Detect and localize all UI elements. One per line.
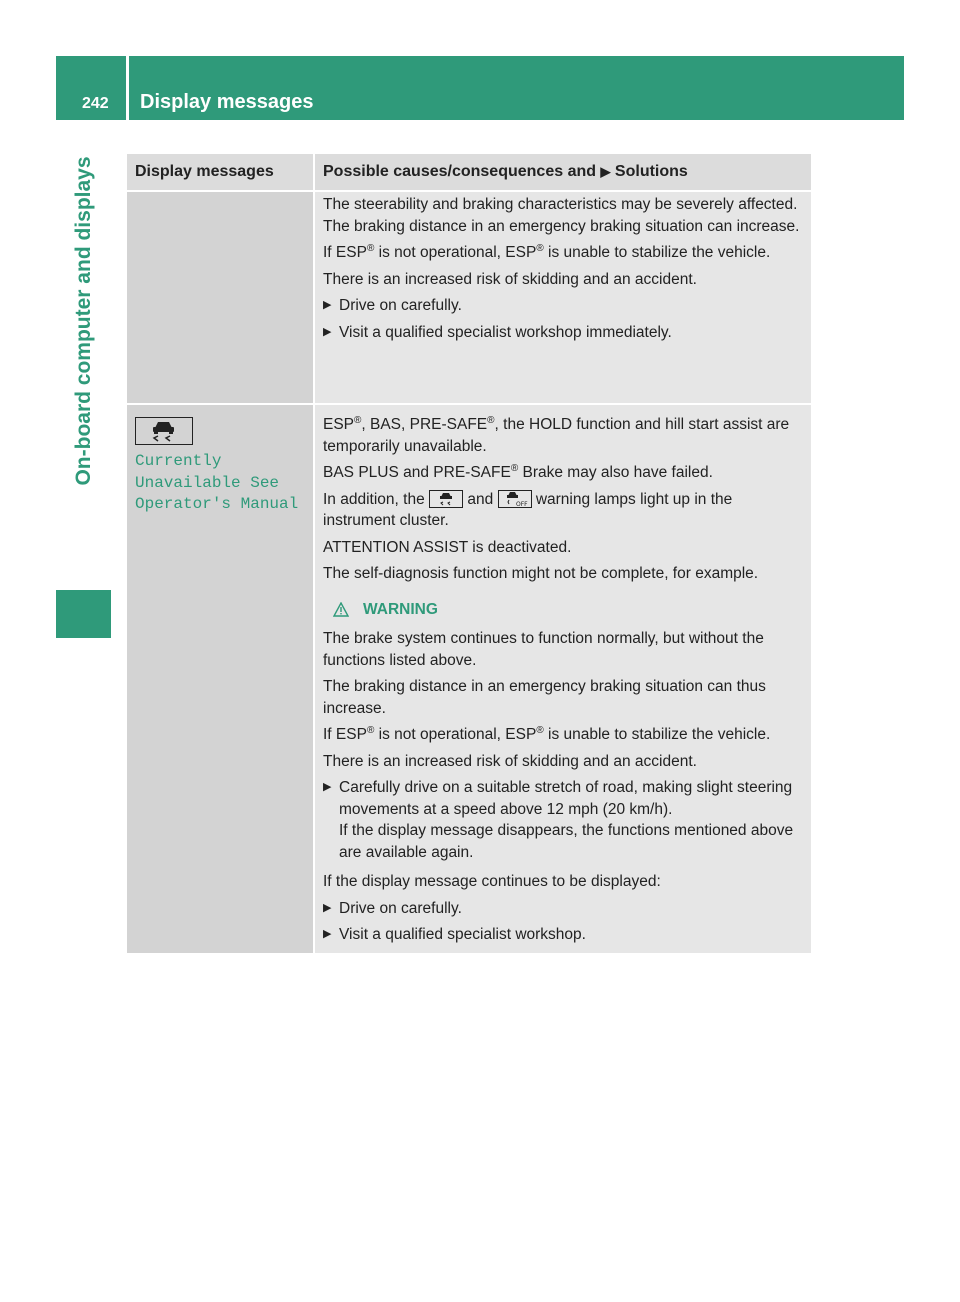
warning-heading: [333, 599, 805, 621]
paragraph: The self-diagnosis function might not be complete, for example.: [323, 565, 759, 582]
bullet-arrow-icon: ▶: [323, 928, 332, 940]
bullet-arrow-icon: ▶: [323, 901, 332, 914]
display-message-cell: [127, 192, 313, 403]
column-header-causes-solutions: [313, 154, 811, 190]
list-item: ▶ Drive on carefully.: [323, 898, 805, 920]
bullet-arrow-icon: ▶: [323, 781, 332, 793]
causes-solutions-cell: [313, 192, 811, 403]
display-message-line: Unavailable See: [135, 473, 280, 492]
display-message-cell: [127, 405, 313, 953]
svg-text:OFF: OFF: [515, 500, 528, 507]
paragraph: There is an increased risk of skidding and an accident.: [323, 270, 697, 288]
paragraph: ESP®, BAS, PRE-SAFE®, the HOLD function and hill start assist are temporarily unavailable.: [323, 414, 790, 455]
bullet-arrow-icon: ▶: [323, 299, 332, 311]
paragraph: If ESP® is not operational, ESP® is unable to stabilize the vehicle.: [323, 724, 771, 743]
table-header: [127, 154, 811, 192]
table-row: [127, 405, 811, 955]
paragraph: The steerability and braking characteristics may be severely affected. The braking distance in an emergency braking situation can increase.: [323, 196, 800, 235]
column-header-causes-label: Possible causes/consequences and: [323, 163, 597, 180]
column-header-solutions-label: Solutions: [614, 163, 688, 180]
page-number: 242: [82, 95, 109, 112]
display-message-line: Operator's Manual: [135, 495, 299, 513]
skidding-car-icon: [429, 490, 463, 508]
paragraph: If ESP® is not operational, ESP® is unable to stabilize the vehicle.: [323, 242, 771, 261]
list-item: ▶ Drive on carefully.: [323, 295, 805, 317]
paragraph: The braking distance in an emergency braking situation can thus increase.: [323, 678, 766, 717]
list-item: ▶ Visit a qualified specialist workshop immediately.: [323, 322, 805, 344]
bullet-arrow-icon: ▶: [323, 325, 332, 338]
side-tab-label: On-board computer and displays: [71, 156, 95, 486]
paragraph: BAS PLUS and PRE-SAFE® Brake may also have failed.: [323, 462, 713, 481]
column-header-display-messages: Display messages: [135, 163, 274, 180]
paragraph: The brake system continues to function normally, but without the functions listed above.: [323, 630, 764, 669]
side-tab: [56, 56, 111, 586]
table-row: [127, 192, 811, 405]
paragraph: ATTENTION ASSIST is deactivated.: [323, 538, 572, 556]
warning-label: WARNING: [363, 600, 438, 618]
warning-triangle-icon: [333, 602, 349, 617]
paragraph: In addition, the and OFF warning lamps light up in the instrument cluster.: [323, 490, 733, 529]
esp-off-icon: [498, 490, 532, 508]
skidding-car-icon: [135, 417, 193, 445]
paragraph: If the display message continues to be displayed:: [323, 873, 661, 890]
list-item: ▶ Carefully drive on a suitable stretch of road, making slight steering movements at a speed above 12 mph (20 km/h). If the display message disappears, the functions mentioned above are available again.: [323, 777, 805, 863]
solutions-arrow-icon: ▶: [600, 164, 611, 179]
causes-solutions-cell: [313, 405, 811, 953]
side-tab-block: [56, 590, 111, 638]
paragraph: There is an increased risk of skidding and an accident.: [323, 752, 697, 770]
list-item: ▶ Visit a qualified specialist workshop.: [323, 924, 805, 946]
page-title: Display messages: [140, 91, 314, 113]
display-messages-table: [127, 154, 811, 955]
header-divider: [126, 56, 129, 122]
display-message-line: Currently: [135, 452, 222, 470]
